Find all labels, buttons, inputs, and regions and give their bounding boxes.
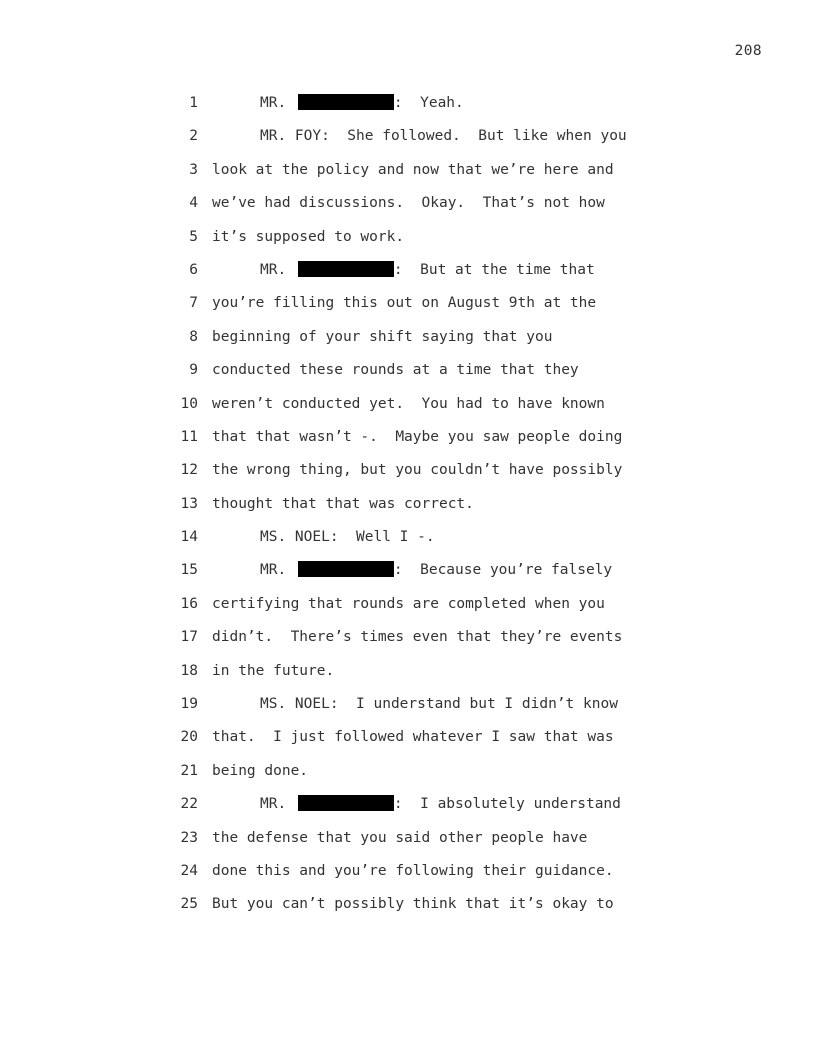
line-number: 8 [189, 328, 198, 345]
transcript-line [0, 692, 816, 725]
line-number: 1 [189, 95, 198, 111]
transcript-line [0, 759, 816, 792]
speech-text: : Because you’re falsely [393, 562, 613, 579]
line-number: 12 [180, 462, 198, 479]
line-text: beginning of your shift saying that you [212, 328, 553, 345]
line-text: that that wasn’t -. Maybe you saw people doing [212, 428, 623, 445]
line-number: 16 [180, 595, 198, 612]
line-text: didn’t. There’s times even that they’re events [212, 629, 623, 646]
line-text: thought that that was correct. [212, 495, 474, 512]
line-text: the defense that you said other people have [212, 829, 588, 846]
line-number: 20 [180, 729, 198, 746]
line-number: 11 [180, 428, 198, 445]
transcript-line [0, 592, 816, 625]
line-number: 4 [189, 195, 198, 212]
line-number: 19 [180, 696, 198, 713]
line-number: 3 [189, 161, 198, 178]
speech-text: : But at the time that [393, 261, 595, 278]
line-text [260, 258, 595, 283]
line-text: done this and you’re following their guidance. [212, 862, 614, 879]
transcript-line [0, 158, 816, 191]
transcript-line [0, 492, 816, 525]
transcript-line [0, 659, 816, 692]
speaker-title: MR. [260, 95, 295, 111]
line-number: 22 [180, 796, 198, 813]
redaction-box [298, 795, 394, 811]
transcript-line [0, 325, 816, 358]
line-number: 5 [189, 228, 198, 245]
line-text: MS. NOEL: Well I -. [260, 529, 435, 546]
transcript-line [0, 258, 816, 291]
line-number: 23 [180, 829, 198, 846]
line-text [260, 792, 621, 817]
line-text: we’ve had discussions. Okay. That’s not how [212, 195, 605, 212]
line-number: 25 [180, 896, 198, 913]
line-text: that. I just followed whatever I saw that was [212, 729, 614, 746]
transcript-line [0, 525, 816, 558]
transcript-line [0, 91, 816, 124]
line-text: look at the policy and now that we’re here and [212, 161, 614, 178]
speaker-title: MR. [260, 796, 295, 813]
line-text: the wrong thing, but you couldn’t have possibly [212, 462, 623, 479]
line-text [260, 91, 464, 116]
transcript-line [0, 225, 816, 258]
line-number: 24 [180, 862, 198, 879]
line-number: 7 [189, 295, 198, 312]
transcript-line [0, 625, 816, 658]
line-number: 2 [189, 128, 198, 145]
redaction-box [298, 261, 394, 277]
line-number: 9 [189, 362, 198, 379]
transcript-line [0, 124, 816, 157]
line-number: 17 [180, 629, 198, 646]
transcript-line [0, 826, 816, 859]
speaker-title: MR. [260, 562, 295, 579]
line-number: 14 [180, 529, 198, 546]
line-number: 6 [189, 261, 198, 278]
transcript-body [0, 91, 816, 926]
line-text: it’s supposed to work. [212, 228, 405, 245]
redaction-box [298, 561, 394, 577]
line-text: certifying that rounds are completed when you [212, 595, 605, 612]
transcript-line [0, 892, 816, 925]
line-text: conducted these rounds at a time that they [212, 362, 579, 379]
speech-text: : I absolutely understand [393, 796, 621, 813]
line-number: 15 [180, 562, 198, 579]
transcript-line [0, 792, 816, 825]
line-text: MS. NOEL: I understand but I didn’t know [260, 696, 618, 713]
line-text [260, 558, 612, 583]
transcript-line [0, 291, 816, 324]
speech-text: : Yeah. [393, 95, 464, 111]
line-text: weren’t conducted yet. You had to have known [212, 395, 605, 412]
transcript-line [0, 358, 816, 391]
line-number: 18 [180, 662, 198, 679]
transcript-line [0, 425, 816, 458]
transcript-line [0, 725, 816, 758]
line-text: you’re filling this out on August 9th at the [212, 295, 597, 312]
transcript-line [0, 458, 816, 491]
line-text: being done. [212, 762, 309, 779]
redaction-box [298, 94, 394, 110]
transcript-line [0, 558, 816, 591]
line-number: 13 [180, 495, 198, 512]
line-text: But you can’t possibly think that it’s okay to [212, 896, 614, 913]
speaker-title: MR. [260, 261, 295, 278]
line-number: 10 [180, 395, 198, 412]
line-text: MR. FOY: She followed. But like when you [260, 128, 627, 145]
transcript-line [0, 859, 816, 892]
page-number: 208 [734, 43, 762, 59]
line-number: 21 [180, 762, 198, 779]
line-text: in the future. [212, 662, 335, 679]
transcript-line [0, 191, 816, 224]
transcript-line [0, 392, 816, 425]
